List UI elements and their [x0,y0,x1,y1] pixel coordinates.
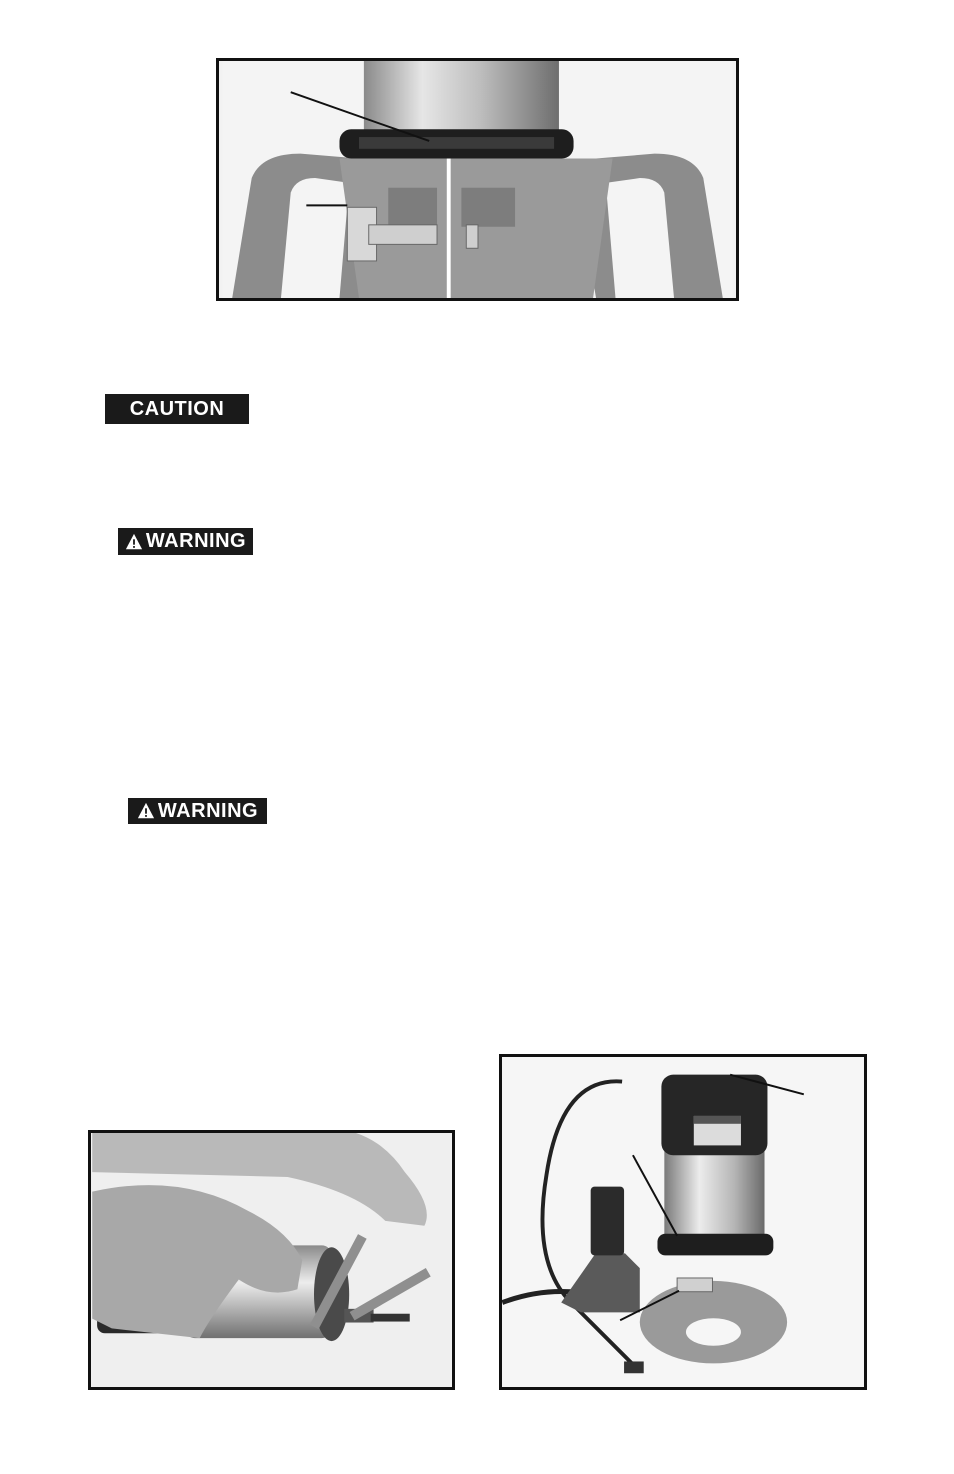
warning-triangle-icon [125,533,143,551]
warning-label-text: WARNING [157,799,259,822]
router-assembly-illustration [502,1057,864,1387]
warning-label-text: WARNING [145,530,247,552]
figure-router-assembly-photo [499,1054,867,1390]
caution-label-text: CAUTION [129,397,225,420]
warning-label [128,798,267,824]
router-base-illustration [219,61,736,298]
bit-change-illustration [91,1133,452,1387]
figure-depth-ring-photo [216,58,739,301]
caution-label [105,394,249,424]
warning-triangle-icon [137,802,155,820]
warning-label [118,528,253,555]
figure-bit-change-photo [88,1130,455,1390]
